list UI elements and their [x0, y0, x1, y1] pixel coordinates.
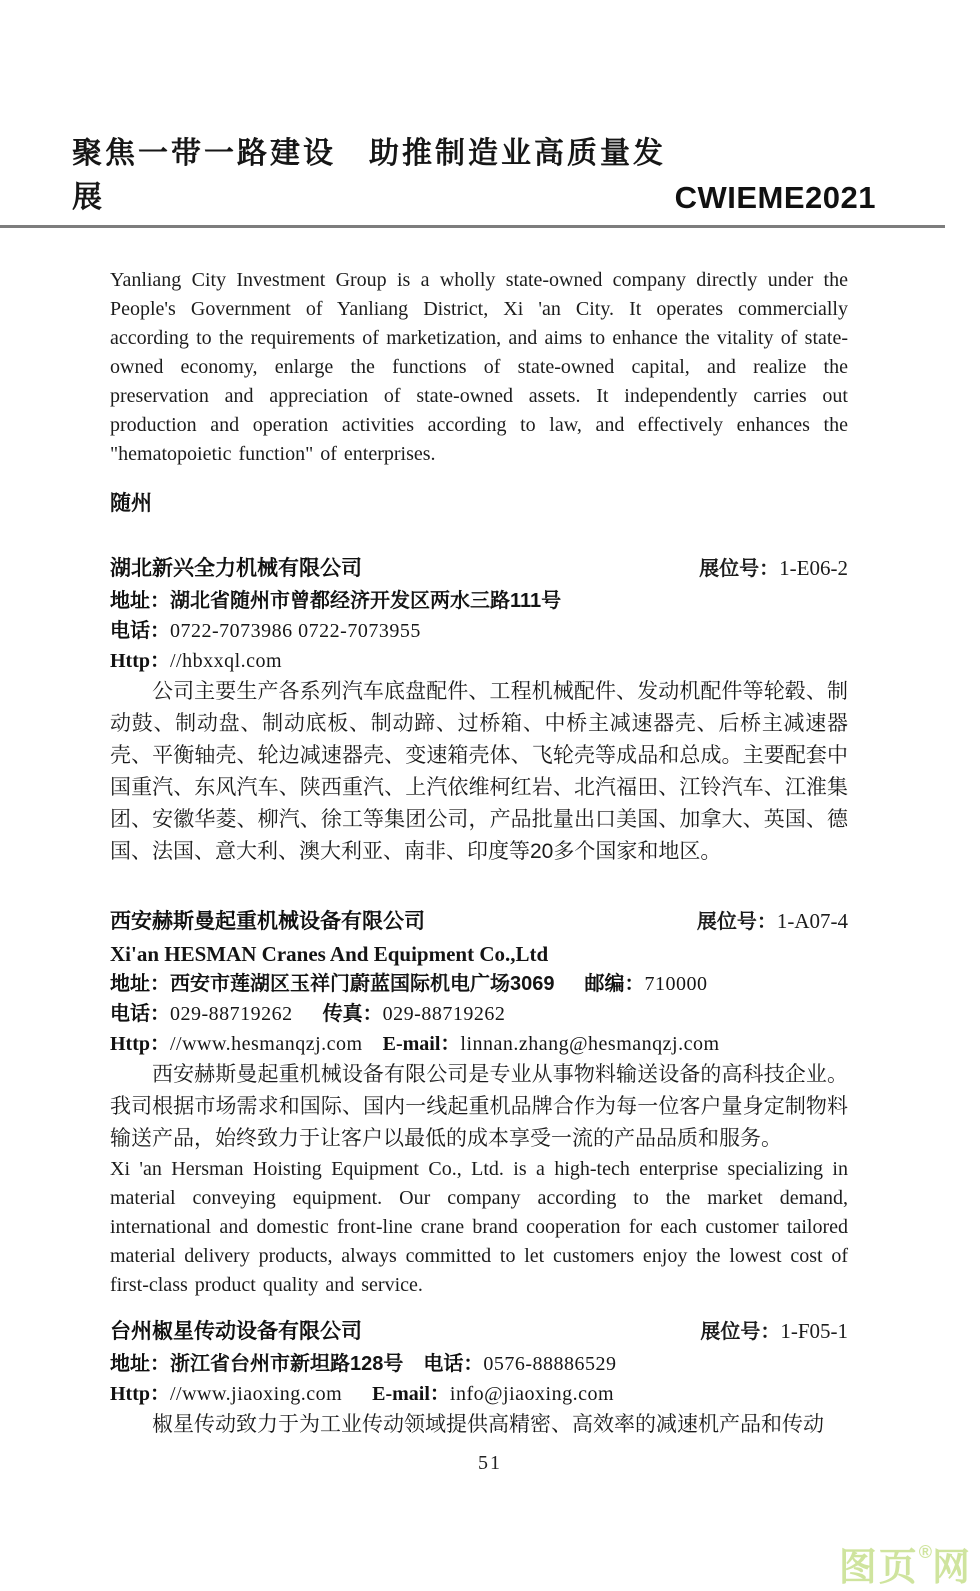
watermark-text-suffix: 网 [931, 1547, 972, 1589]
phone-row [110, 999, 848, 1029]
website-url: //www.hesmanqzj.com [170, 1033, 363, 1055]
registered-trademark-icon: ® [918, 1542, 932, 1562]
email-label: E-mail： [382, 1033, 461, 1055]
company-description-cn: 椒星传动致力于为工业传动领域提供高精密、高效率的减速机产品和传动 [152, 1413, 824, 1436]
website-row [110, 1029, 848, 1059]
booth-number [697, 906, 848, 939]
company-name: 西安赫斯曼起重机械设备有限公司 [110, 910, 425, 933]
zip-value: 710000 [644, 973, 708, 995]
booth-label: 展位号： [700, 1321, 781, 1343]
address-value: 西安市莲湖区玉祥门蔚蓝国际机电广场3069 [170, 973, 555, 995]
intro-paragraph: Yanliang City Investment Group is a wholly state-owned company directly under the People's Government of Yanliang District, Xi 'an City. It operates commercially according to the requirements of marketization, and aims to enhance the vitality of state-owned economy, enlarge the functions of state-owned capital, and realize the preservation and appreciation of state-owned assets. It independently carries out production and operation activities according to law, and effectively enhances the "hematopoietic function" of enterprises. [110, 269, 848, 465]
http-label: Http： [110, 650, 170, 672]
website-url: //www.jiaoxing.com [170, 1383, 343, 1405]
company-header [110, 553, 848, 586]
booth-value: 1-A07-4 [776, 909, 848, 933]
fax-label: 传真： [322, 1003, 383, 1025]
address-value: 湖北省随州市曾都经济开发区两水三路111号 [170, 590, 562, 612]
company-listing-1 [110, 553, 848, 868]
address-label: 地址： [110, 973, 170, 995]
booth-number [699, 553, 848, 586]
header-divider [0, 225, 945, 228]
booth-value: 1-F05-1 [780, 1319, 848, 1343]
company-header [110, 1316, 848, 1349]
email-value: linnan.zhang@hesmanqzj.com [460, 1033, 720, 1055]
phone-label: 电话： [110, 1003, 170, 1025]
page-number: 51 [478, 1452, 502, 1474]
booth-label: 展位号： [699, 558, 780, 580]
phone-value: 029-88719262 [170, 1003, 293, 1025]
fax-value: 029-88719262 [382, 1003, 506, 1025]
email-label: E-mail： [372, 1383, 450, 1405]
watermark-text: 图页 [838, 1547, 919, 1589]
company-header [110, 906, 848, 939]
company-description-en: Xi 'an Hersman Hoisting Equipment Co., Ltd. is a high-tech enterprise specializing in material conveying equipment. Our company according to the market demand, international and domestic front-line crane brand cooperation for each customer tailored material delivery products, always committed to let customers enjoy the lowest cost of first-class product quality and service. [110, 1158, 848, 1296]
company-name: 台州椒星传动设备有限公司 [110, 1320, 362, 1343]
header-brand-logo: CWIEME2021 [674, 180, 876, 215]
address-label: 地址： [110, 1353, 170, 1375]
phone-row [110, 616, 848, 646]
company-name: 湖北新兴全力机械有限公司 [110, 557, 362, 580]
company-listing-3 [110, 1316, 848, 1441]
phone-value: 0576-88886529 [483, 1353, 617, 1375]
address-row [110, 969, 848, 999]
http-label: Http： [110, 1033, 170, 1055]
company-name-en: Xi'an HESMAN Cranes And Equipment Co.,Ltd [110, 942, 549, 966]
phone-label: 电话： [423, 1353, 484, 1375]
booth-value: 1-E06-2 [779, 556, 848, 580]
booth-label: 展位号： [696, 911, 777, 933]
website-row [110, 646, 848, 676]
address-value: 浙江省台州市新坦路128号 [170, 1353, 404, 1375]
company-description-cn: 西安赫斯曼起重机械设备有限公司是专业从事物料输送设备的高科技企业。我司根据市场需求和国际、国内一线起重机品牌合作为每一位客户量身定制物料输送产品，始终致力于让客户以最低的成本享受一流的产品品质和服务。 [110, 1063, 848, 1150]
page-content [110, 266, 848, 1441]
http-label: Http： [110, 1383, 170, 1405]
watermark-logo [839, 1543, 972, 1587]
page-header [72, 128, 876, 216]
company-description-cn: 公司主要生产各系列汽车底盘配件、工程机械配件、发动机配件等轮毂、制动鼓、制动盘、制动底板、制动蹄、过桥箱、中桥主减速器壳、后桥主减速器壳、平衡轴壳、轮边减速器壳、变速箱壳体、飞轮壳等成品和总成。主要配套中国重汽、东风汽车、陕西重汽、上汽依维柯红岩、北汽福田、江铃汽车、江淮集团、安徽华菱、柳汽、徐工等集团公司，产品批量出口美国、加拿大、英国、德国、法国、意大利、澳大利亚、南非、印度等20多个国家和地区。 [110, 680, 848, 863]
zip-label: 邮编： [584, 973, 645, 995]
email-value: info@jiaoxing.com [449, 1383, 615, 1405]
phone-label: 电话： [110, 620, 170, 642]
website-url: //hbxxql.com [170, 650, 283, 672]
header-slogan: 聚焦一带一路建设 助推制造业高质量发展 [72, 136, 666, 215]
company-listing-2 [110, 906, 848, 1300]
phone-value: 0722-7073986 0722-7073955 [170, 620, 421, 642]
address-row [110, 1349, 848, 1379]
city-section-label: 随州 [110, 492, 152, 515]
address-label: 地址： [110, 590, 170, 612]
address-row [110, 586, 848, 616]
website-row [110, 1379, 848, 1409]
booth-number [700, 1316, 848, 1349]
